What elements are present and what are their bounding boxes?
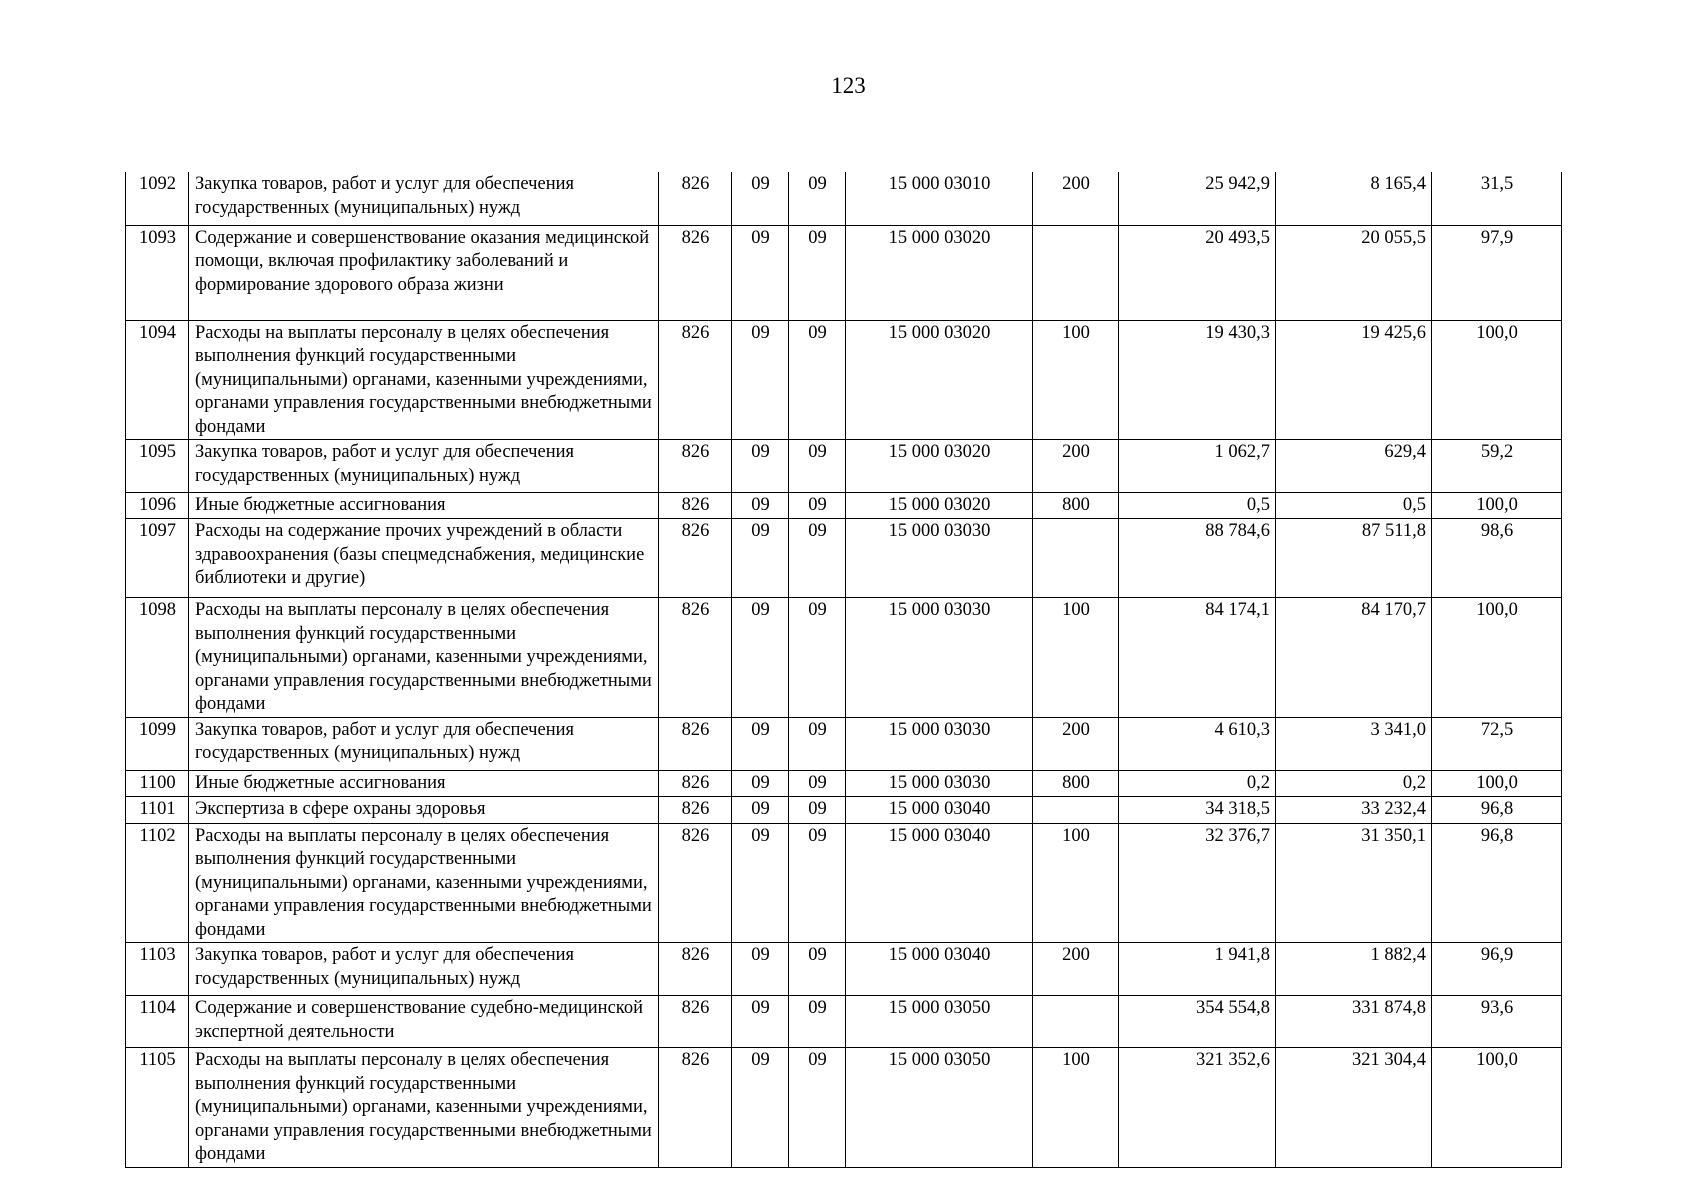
actual-amount-cell: 321 304,4 — [1276, 1048, 1432, 1168]
department-code-cell: 826 — [659, 440, 732, 493]
department-code-cell: 826 — [659, 493, 732, 519]
section-code-cell: 09 — [732, 519, 789, 598]
department-code-cell: 826 — [659, 717, 732, 770]
planned-amount-cell: 1 941,8 — [1119, 943, 1276, 996]
department-code-cell: 826 — [659, 598, 732, 718]
planned-amount-cell: 25 942,9 — [1119, 172, 1276, 225]
department-code-cell: 826 — [659, 823, 732, 943]
department-code-cell: 826 — [659, 172, 732, 225]
section-code-cell: 09 — [732, 943, 789, 996]
section-code-cell: 09 — [732, 823, 789, 943]
planned-amount-cell: 84 174,1 — [1119, 598, 1276, 718]
expense-name-cell: Иные бюджетные ассигнования — [189, 770, 659, 796]
expense-name-cell: Содержание и совершенствование оказания медицинской помощи, включая профилактику заболеваний и формирование здорового образа жизни — [189, 225, 659, 320]
table-row — [126, 225, 1562, 320]
department-code-cell: 826 — [659, 225, 732, 320]
expense-type-cell — [1033, 519, 1119, 598]
table-row — [126, 717, 1562, 770]
expense-type-cell: 200 — [1033, 440, 1119, 493]
row-number-cell: 1103 — [126, 943, 189, 996]
subsection-code-cell: 09 — [789, 823, 846, 943]
department-code-cell: 826 — [659, 1048, 732, 1168]
table-row — [126, 172, 1562, 225]
actual-amount-cell: 0,2 — [1276, 770, 1432, 796]
department-code-cell: 826 — [659, 943, 732, 996]
table-row — [126, 1048, 1562, 1168]
subsection-code-cell: 09 — [789, 770, 846, 796]
target-article-cell: 15 000 03020 — [846, 493, 1033, 519]
table-row — [126, 943, 1562, 996]
actual-amount-cell: 629,4 — [1276, 440, 1432, 493]
section-code-cell: 09 — [732, 796, 789, 823]
subsection-code-cell: 09 — [789, 996, 846, 1048]
target-article-cell: 15 000 03040 — [846, 943, 1033, 996]
expense-type-cell: 100 — [1033, 320, 1119, 440]
expense-type-cell: 200 — [1033, 172, 1119, 225]
expense-type-cell: 100 — [1033, 598, 1119, 718]
target-article-cell: 15 000 03040 — [846, 823, 1033, 943]
row-number-cell: 1102 — [126, 823, 189, 943]
execution-percent-cell: 100,0 — [1432, 598, 1562, 718]
actual-amount-cell: 331 874,8 — [1276, 996, 1432, 1048]
actual-amount-cell: 20 055,5 — [1276, 225, 1432, 320]
actual-amount-cell: 84 170,7 — [1276, 598, 1432, 718]
row-number-cell: 1099 — [126, 717, 189, 770]
execution-percent-cell: 93,6 — [1432, 996, 1562, 1048]
planned-amount-cell: 34 318,5 — [1119, 796, 1276, 823]
table-row — [126, 519, 1562, 598]
department-code-cell: 826 — [659, 519, 732, 598]
target-article-cell: 15 000 03020 — [846, 225, 1033, 320]
planned-amount-cell: 4 610,3 — [1119, 717, 1276, 770]
execution-percent-cell: 100,0 — [1432, 1048, 1562, 1168]
table-row — [126, 493, 1562, 519]
table-row — [126, 796, 1562, 823]
planned-amount-cell: 20 493,5 — [1119, 225, 1276, 320]
expense-type-cell: 200 — [1033, 717, 1119, 770]
expense-name-cell: Иные бюджетные ассигнования — [189, 493, 659, 519]
row-number-cell: 1093 — [126, 225, 189, 320]
target-article-cell: 15 000 03010 — [846, 172, 1033, 225]
actual-amount-cell: 0,5 — [1276, 493, 1432, 519]
subsection-code-cell: 09 — [789, 493, 846, 519]
expense-type-cell: 200 — [1033, 943, 1119, 996]
target-article-cell: 15 000 03050 — [846, 1048, 1033, 1168]
expense-name-cell: Закупка товаров, работ и услуг для обеспечения государственных (муниципальных) нужд — [189, 943, 659, 996]
department-code-cell: 826 — [659, 796, 732, 823]
budget-table — [125, 172, 1562, 1168]
section-code-cell: 09 — [732, 172, 789, 225]
table-row — [126, 823, 1562, 943]
planned-amount-cell: 1 062,7 — [1119, 440, 1276, 493]
execution-percent-cell: 98,6 — [1432, 519, 1562, 598]
target-article-cell: 15 000 03050 — [846, 996, 1033, 1048]
subsection-code-cell: 09 — [789, 717, 846, 770]
expense-type-cell — [1033, 996, 1119, 1048]
subsection-code-cell: 09 — [789, 796, 846, 823]
expense-type-cell: 800 — [1033, 493, 1119, 519]
actual-amount-cell: 19 425,6 — [1276, 320, 1432, 440]
planned-amount-cell: 32 376,7 — [1119, 823, 1276, 943]
expense-type-cell — [1033, 225, 1119, 320]
section-code-cell: 09 — [732, 320, 789, 440]
planned-amount-cell: 88 784,6 — [1119, 519, 1276, 598]
subsection-code-cell: 09 — [789, 225, 846, 320]
planned-amount-cell: 19 430,3 — [1119, 320, 1276, 440]
section-code-cell: 09 — [732, 598, 789, 718]
row-number-cell: 1105 — [126, 1048, 189, 1168]
target-article-cell: 15 000 03030 — [846, 519, 1033, 598]
expense-name-cell: Закупка товаров, работ и услуг для обеспечения государственных (муниципальных) нужд — [189, 172, 659, 225]
subsection-code-cell: 09 — [789, 1048, 846, 1168]
planned-amount-cell: 0,2 — [1119, 770, 1276, 796]
expense-name-cell: Расходы на выплаты персоналу в целях обеспечения выполнения функций государственными (муниципальными) органами, казенными учреждениями, органами управления государственными внебюджетными фондами — [189, 598, 659, 718]
subsection-code-cell: 09 — [789, 172, 846, 225]
section-code-cell: 09 — [732, 225, 789, 320]
row-number-cell: 1096 — [126, 493, 189, 519]
subsection-code-cell: 09 — [789, 943, 846, 996]
actual-amount-cell: 3 341,0 — [1276, 717, 1432, 770]
execution-percent-cell: 96,9 — [1432, 943, 1562, 996]
target-article-cell: 15 000 03020 — [846, 320, 1033, 440]
planned-amount-cell: 0,5 — [1119, 493, 1276, 519]
subsection-code-cell: 09 — [789, 598, 846, 718]
expense-name-cell: Экспертиза в сфере охраны здоровья — [189, 796, 659, 823]
row-number-cell: 1104 — [126, 996, 189, 1048]
subsection-code-cell: 09 — [789, 519, 846, 598]
row-number-cell: 1094 — [126, 320, 189, 440]
execution-percent-cell: 59,2 — [1432, 440, 1562, 493]
section-code-cell: 09 — [732, 770, 789, 796]
execution-percent-cell: 97,9 — [1432, 225, 1562, 320]
expense-type-cell — [1033, 796, 1119, 823]
section-code-cell: 09 — [732, 1048, 789, 1168]
actual-amount-cell: 1 882,4 — [1276, 943, 1432, 996]
execution-percent-cell: 72,5 — [1432, 717, 1562, 770]
expense-type-cell: 100 — [1033, 823, 1119, 943]
execution-percent-cell: 96,8 — [1432, 796, 1562, 823]
row-number-cell: 1097 — [126, 519, 189, 598]
section-code-cell: 09 — [732, 717, 789, 770]
execution-percent-cell: 31,5 — [1432, 172, 1562, 225]
actual-amount-cell: 31 350,1 — [1276, 823, 1432, 943]
department-code-cell: 826 — [659, 770, 732, 796]
target-article-cell: 15 000 03020 — [846, 440, 1033, 493]
actual-amount-cell: 33 232,4 — [1276, 796, 1432, 823]
table-row — [126, 598, 1562, 718]
target-article-cell: 15 000 03030 — [846, 770, 1033, 796]
expense-name-cell: Расходы на выплаты персоналу в целях обеспечения выполнения функций государственными (муниципальными) органами, казенными учреждениями, органами управления государственными внебюджетными фондами — [189, 1048, 659, 1168]
expense-type-cell: 100 — [1033, 1048, 1119, 1168]
expense-name-cell: Содержание и совершенствование судебно-медицинской экспертной деятельности — [189, 996, 659, 1048]
actual-amount-cell: 87 511,8 — [1276, 519, 1432, 598]
department-code-cell: 826 — [659, 996, 732, 1048]
expense-name-cell: Закупка товаров, работ и услуг для обеспечения государственных (муниципальных) нужд — [189, 440, 659, 493]
row-number-cell: 1092 — [126, 172, 189, 225]
expense-name-cell: Расходы на содержание прочих учреждений в области здравоохранения (базы спецмедснабжения, медицинские библиотеки и другие) — [189, 519, 659, 598]
row-number-cell: 1095 — [126, 440, 189, 493]
target-article-cell: 15 000 03030 — [846, 717, 1033, 770]
target-article-cell: 15 000 03030 — [846, 598, 1033, 718]
planned-amount-cell: 354 554,8 — [1119, 996, 1276, 1048]
row-number-cell: 1098 — [126, 598, 189, 718]
table-row — [126, 440, 1562, 493]
expense-type-cell: 800 — [1033, 770, 1119, 796]
target-article-cell: 15 000 03040 — [846, 796, 1033, 823]
section-code-cell: 09 — [732, 440, 789, 493]
table-row — [126, 996, 1562, 1048]
execution-percent-cell: 100,0 — [1432, 770, 1562, 796]
subsection-code-cell: 09 — [789, 320, 846, 440]
execution-percent-cell: 96,8 — [1432, 823, 1562, 943]
expense-name-cell: Расходы на выплаты персоналу в целях обеспечения выполнения функций государственными (муниципальными) органами, казенными учреждениями, органами управления государственными внебюджетными фондами — [189, 823, 659, 943]
table-body — [126, 172, 1562, 1167]
expense-name-cell: Расходы на выплаты персоналу в целях обеспечения выполнения функций государственными (муниципальными) органами, казенными учреждениями, органами управления государственными внебюджетными фондами — [189, 320, 659, 440]
subsection-code-cell: 09 — [789, 440, 846, 493]
table-row — [126, 320, 1562, 440]
page-number: 123 — [831, 73, 866, 98]
department-code-cell: 826 — [659, 320, 732, 440]
planned-amount-cell: 321 352,6 — [1119, 1048, 1276, 1168]
actual-amount-cell: 8 165,4 — [1276, 172, 1432, 225]
table-row — [126, 770, 1562, 796]
section-code-cell: 09 — [732, 996, 789, 1048]
section-code-cell: 09 — [732, 493, 789, 519]
row-number-cell: 1101 — [126, 796, 189, 823]
row-number-cell: 1100 — [126, 770, 189, 796]
execution-percent-cell: 100,0 — [1432, 493, 1562, 519]
execution-percent-cell: 100,0 — [1432, 320, 1562, 440]
expense-name-cell: Закупка товаров, работ и услуг для обеспечения государственных (муниципальных) нужд — [189, 717, 659, 770]
